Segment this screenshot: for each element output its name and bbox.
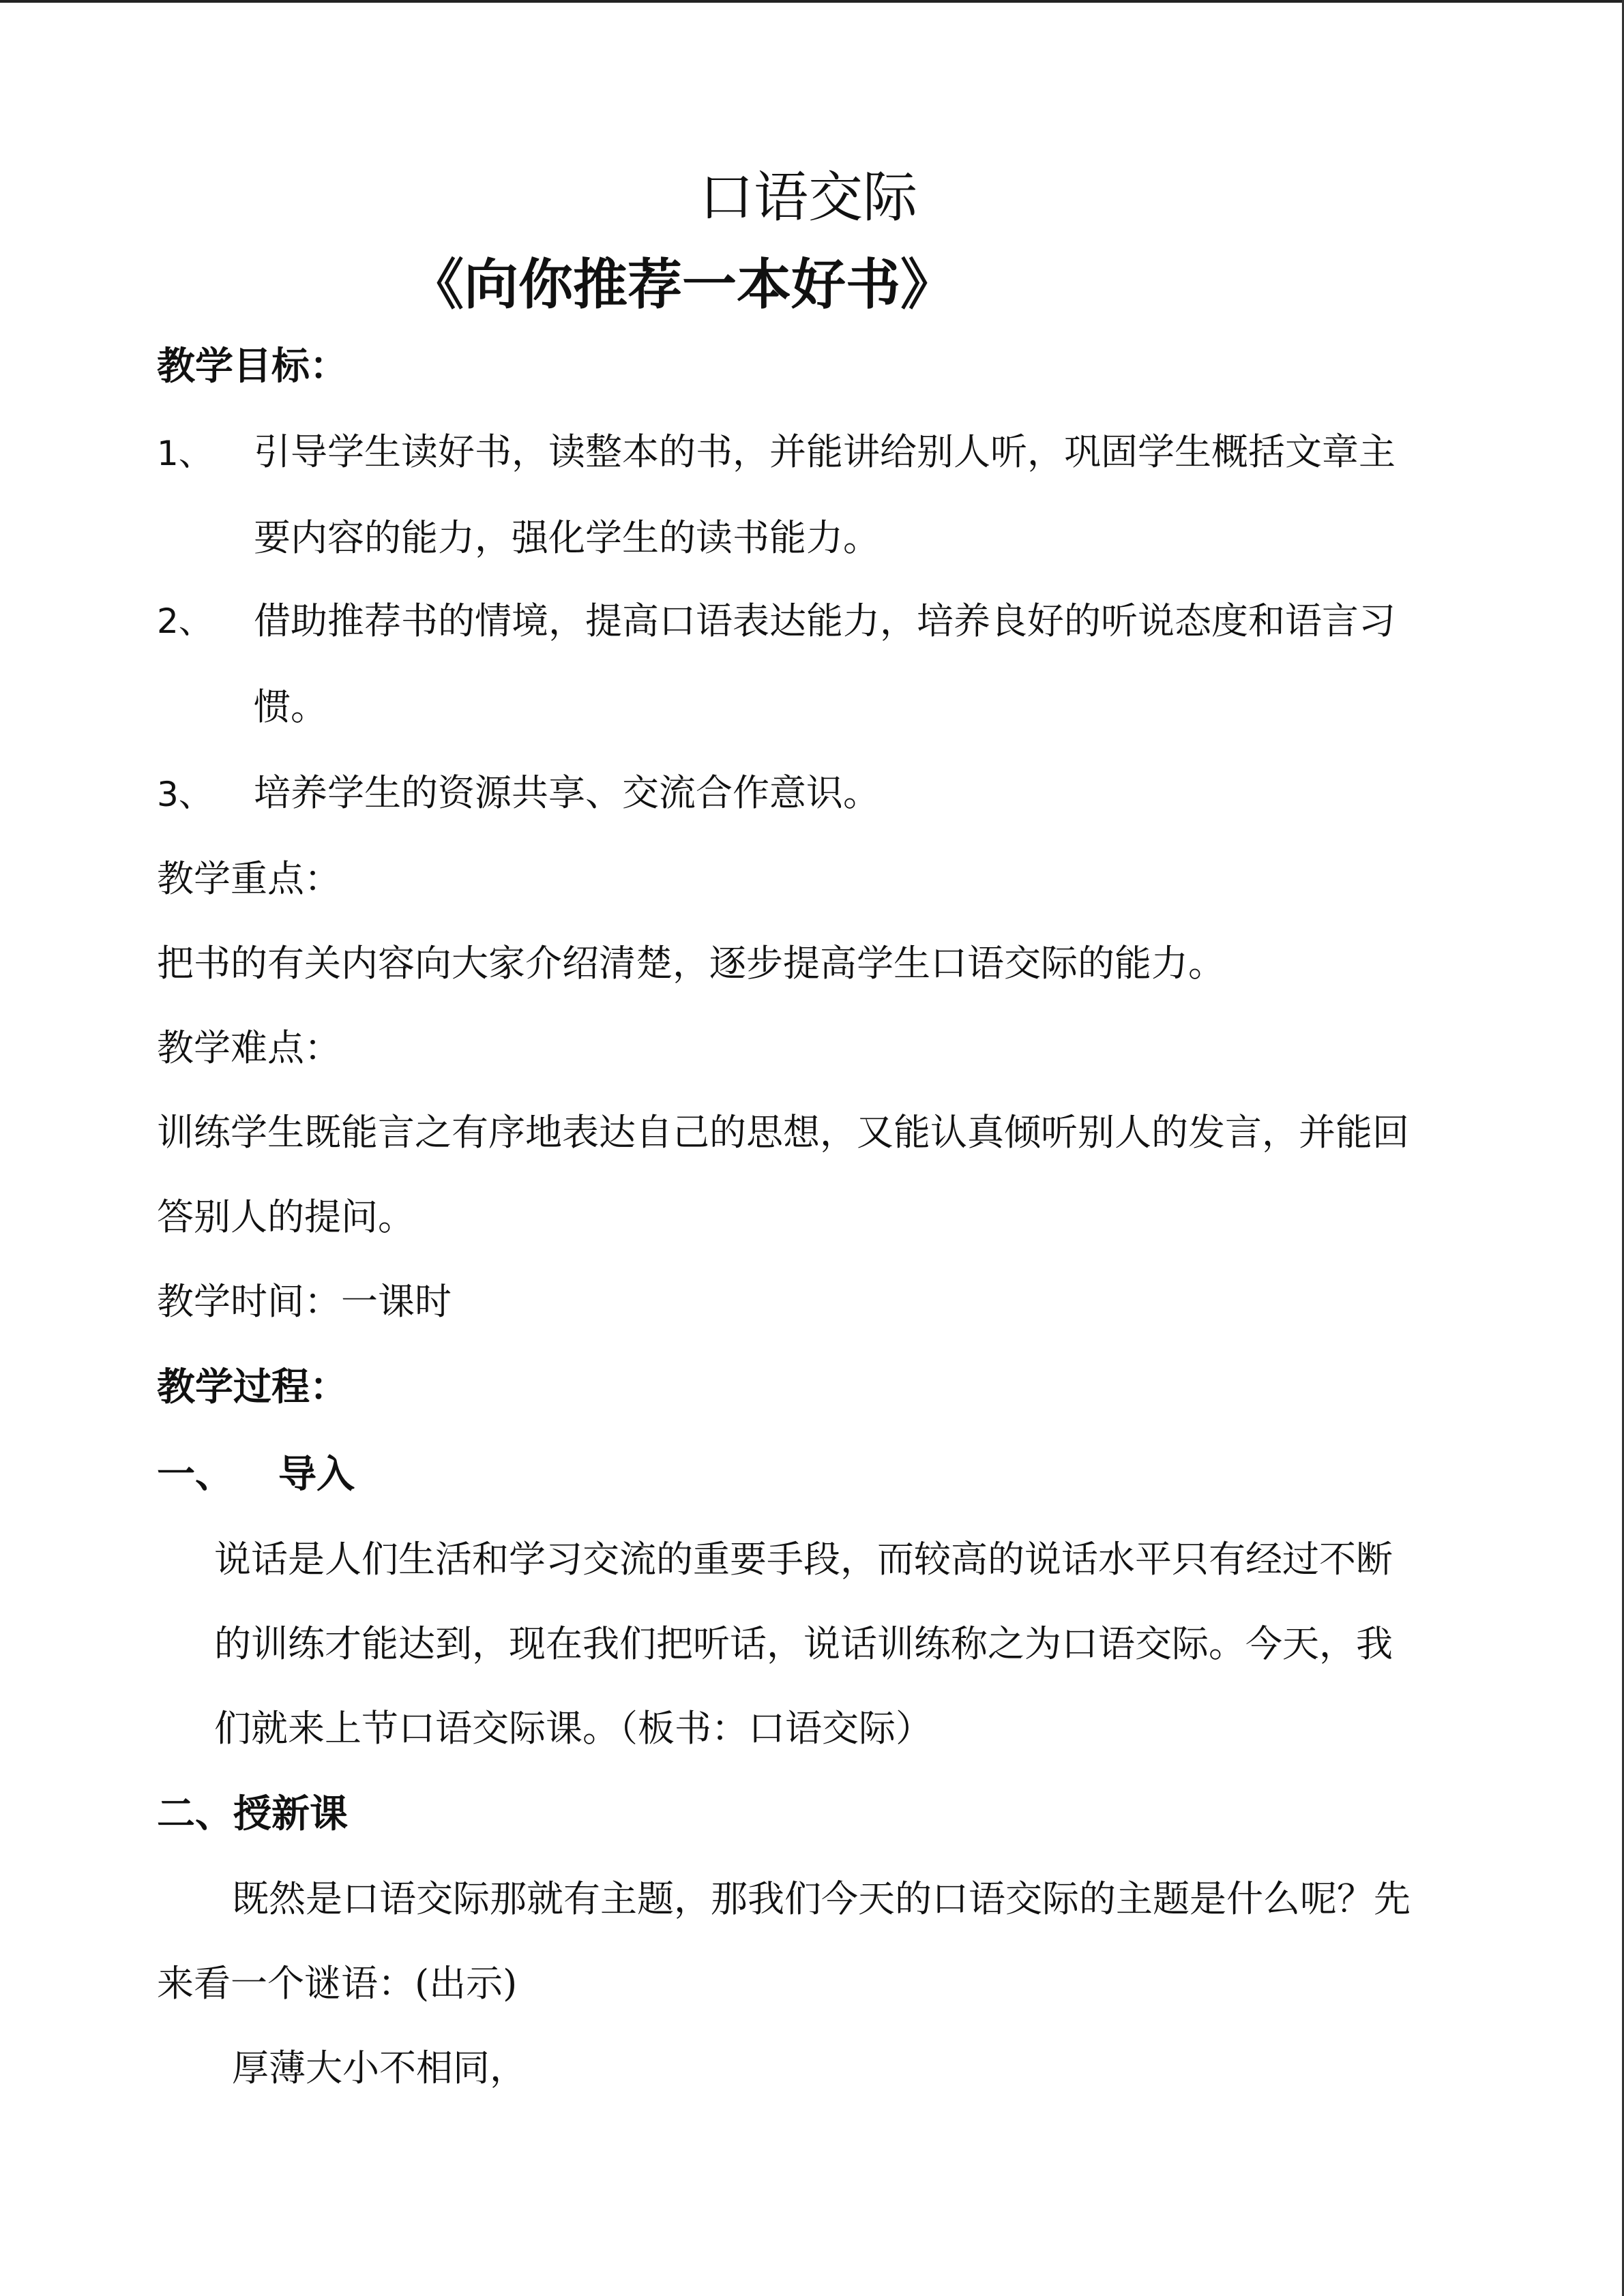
objectives-heading: 教学目标： [157, 344, 348, 389]
objective-2-number: 2、 [157, 601, 213, 641]
difficulty-line-2: 答别人的提问。 [157, 1195, 415, 1238]
section-1-line-2: 的训练才能达到，现在我们把听话，说话训练称之为口语交际。今天，我 [214, 1622, 1393, 1665]
process-heading: 教学过程： [157, 1365, 348, 1410]
key-point-heading: 教学重点： [157, 857, 341, 900]
title-line-2: 《向你推荐一本好书》 [409, 252, 955, 316]
difficulty-heading: 教学难点： [157, 1026, 341, 1069]
objective-2-line-2: 惯。 [254, 685, 327, 728]
objective-3-number: 3、 [157, 775, 213, 814]
section-1-line-1: 说话是人们生活和学习交流的重要手段，而较高的说话水平只有经过不断 [214, 1538, 1393, 1581]
section-2-line-2: 来看一个谜语：(出示) [157, 1962, 518, 2005]
objective-3-line-1: 培养学生的资源共享、交流合作意识。 [254, 771, 880, 814]
section-2-line-3: 厚薄大小不相同， [232, 2046, 527, 2089]
section-1-title: 导入 [278, 1452, 355, 1497]
objective-1-line-2: 要内容的能力，强化学生的读书能力。 [254, 516, 880, 559]
objective-1-line-1: 引导学生读好书，读整本的书，并能讲给别人听，巩固学生概括文章主 [254, 430, 1396, 473]
key-point-text: 把书的有关内容向大家介绍清楚，逐步提高学生口语交际的能力。 [157, 942, 1225, 985]
section-2-title: 二、授新课 [157, 1792, 348, 1836]
section-1-line-3: 们就来上节口语交际课。（板书：口语交际） [214, 1707, 932, 1750]
objective-1-number: 1、 [157, 434, 213, 473]
title-line-1: 口语交际 [699, 166, 917, 229]
objective-2-line-1: 借助推荐书的情境，提高口语表达能力，培养良好的听说态度和语言习 [254, 599, 1396, 642]
section-2-line-1: 既然是口语交际那就有主题，那我们今天的口语交际的主题是什么呢？先 [232, 1877, 1411, 1920]
section-1-number: 一、 [157, 1452, 233, 1497]
teaching-time: 教学时间：一课时 [157, 1280, 452, 1323]
difficulty-line-1: 训练学生既能言之有序地表达自己的思想，又能认真倾听别人的发言，并能回 [157, 1111, 1409, 1154]
